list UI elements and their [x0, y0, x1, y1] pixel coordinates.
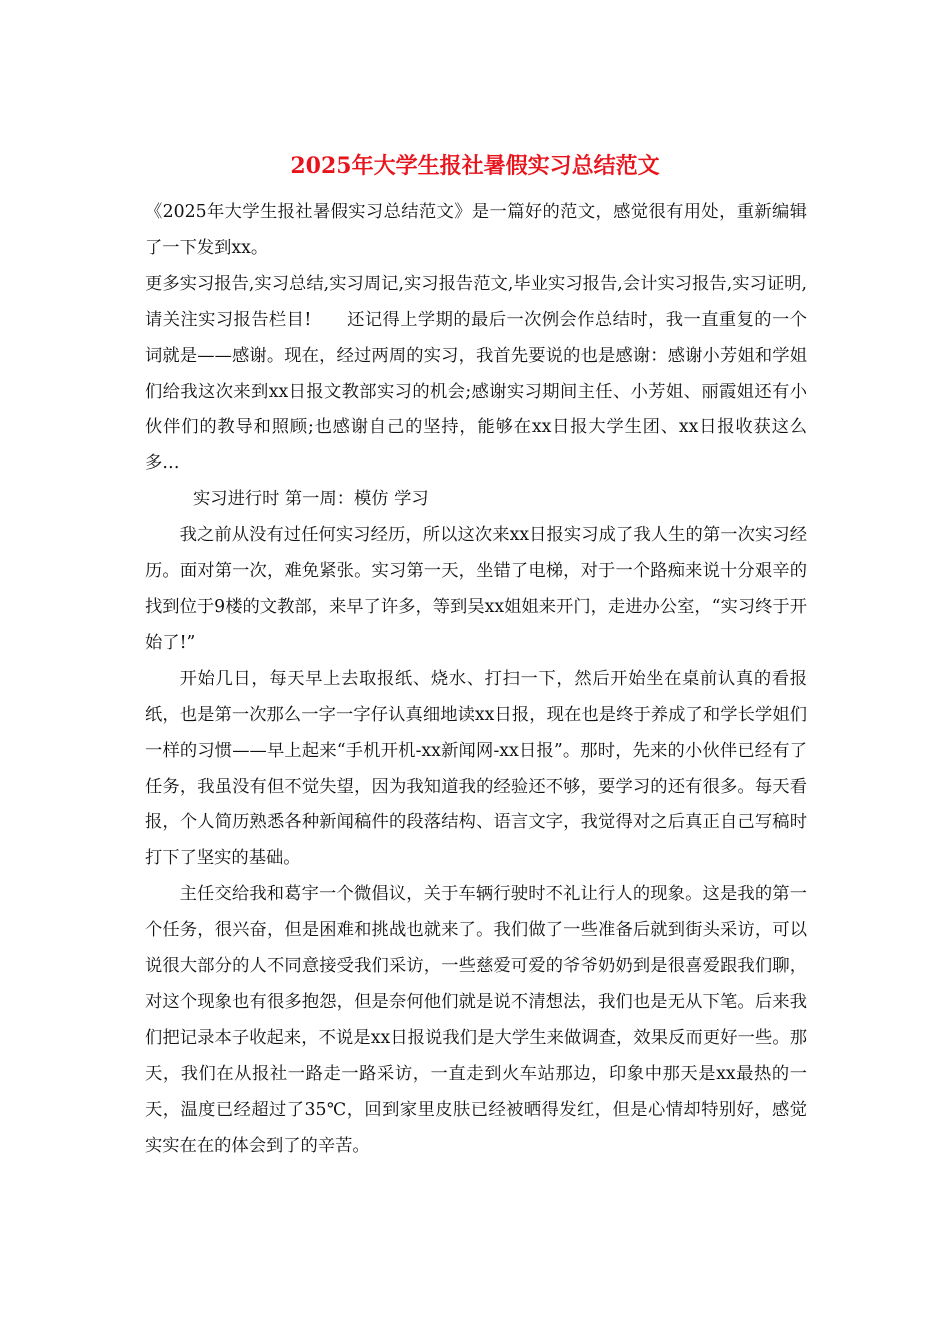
notice-paragraph: 更多实习报告,实习总结,实习周记,实习报告范文,毕业实习报告,会计实习报告,实习证明,请关注实习报告栏目! 还记得上学期的最后一次例会作总结时，我一直重复的一个词就是——感谢。现在，经过两周的实习，我首先要说的也是感谢：感谢小芳姐和学姐们给我这次来到xx日报文教部实习的机会;感谢实习期间主任、小芳姐、丽霞姐还有小伙伴们的教导和照顾;也感谢自己的坚持，能够在xx日报大学生团、xx日报收获这么多…	[145, 273, 807, 474]
document-body	[145, 195, 807, 1164]
body-paragraph-first-task: 主任交给我和葛宇一个微倡议，关于车辆行驶时不礼让行人的现象。这是我的第一个任务，很兴奋，但是困难和挑战也就来了。我们做了一些准备后就到街头采访，可以说很大部分的人不同意接受我们采访，一些慈爱可爱的爷爷奶奶到是很喜爱跟我们聊，对这个现象也有很多抱怨，但是奈何他们就是说不清想法，我们也是无从下笔。后来我们把记录本子收起来，不说是xx日报说我们是大学生来做调查，效果反而更好一些。那天，我们在从报社一路走一路采访，一直走到火车站那边，印象中那天是xx最热的一天，温度已经超过了35℃，回到家里皮肤已经被晒得发红，但是心情却特别好，感觉实实在在的体会到了的辛苦。	[145, 884, 807, 1156]
body-paragraph-first-day: 我之前从没有过任何实习经历，所以这次来xx日报实习成了我人生的第一次实习经历。面对第一次，难免紧张。实习第一天，坐错了电梯，对于一个路痴来说十分艰辛的找到位于9楼的文教部，来早了许多，等到吴xx姐姐来开门，走进办公室，“实习终于开始了!”	[145, 525, 807, 653]
body-paragraph-reading-papers: 开始几日，每天早上去取报纸、烧水、打扫一下，然后开始坐在桌前认真的看报纸，也是第一次那么一字一字仔认真细地读xx日报，现在也是终于养成了和学长学姐们一样的习惯——早上起来“手机开机-xx新闻网-xx日报”。那时，先来的小伙伴已经有了任务，我虽没有但不觉失望，因为我知道我的经验还不够，要学习的还有很多。每天看报，个人简历熟悉各种新闻稿件的段落结构、语言文字，我觉得对之后真正自己写稿时打下了坚实的基础。	[145, 668, 807, 869]
intro-paragraph: 《2025年大学生报社暑假实习总结范文》是一篇好的范文，感觉很有用处，重新编辑了一下发到xx。	[145, 202, 807, 258]
section-heading: 实习进行时 第一周：模仿 学习	[193, 489, 429, 510]
document-title: 2025年大学生报社暑假实习总结范文	[290, 153, 660, 179]
